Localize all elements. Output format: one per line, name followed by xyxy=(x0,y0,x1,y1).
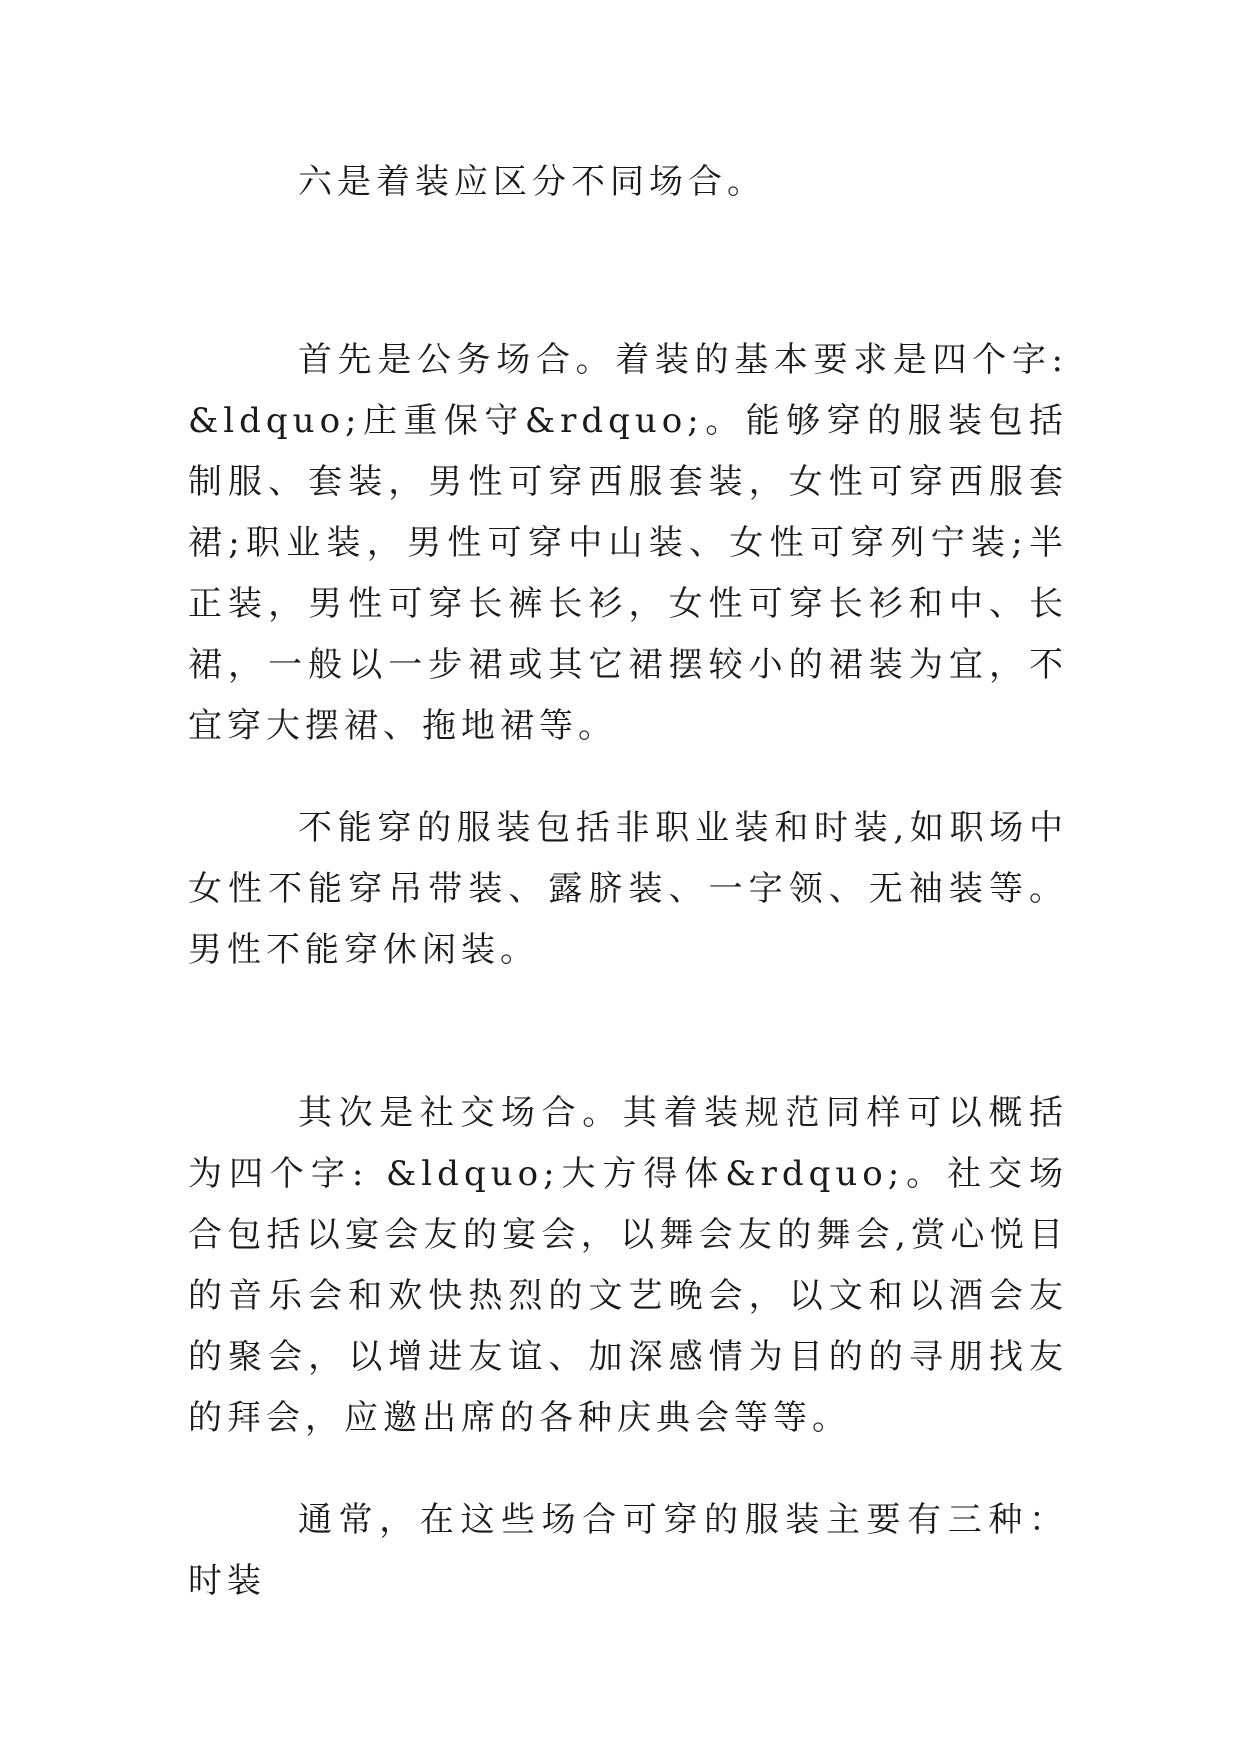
paragraph-social-occasions: 其次是社交场合。其着装规范同样可以概括为四个字: &ldquo;大方得体&rdquo;。社交场合包括以宴会友的宴会，以舞会友的舞会,赏心悦目的音乐会和欢快热烈的文艺晚会，以文和以酒会友的聚会，以增进友谊、加深感情为目的的寻朋找友的拜会，应邀出席的各种庆典会等等。 xyxy=(188,1093,1068,1438)
paragraph-social-clothing-types: 通常，在这些场合可穿的服装主要有三种：时装 xyxy=(188,1500,1068,1601)
paragraph-official-occasions: 首先是公务场合。着装的基本要求是四个字: &ldquo;庄重保守&rdquo;。能够穿的服装包括制服、套装，男性可穿西服套装，女性可穿西服套裙;职业装，男性可穿中山装、女性可穿列宁装;半正装，男性可穿长裤长衫，女性可穿长衫和中、长裙，一般以一步裙或其它裙摆较小的裙装为宜，不宜穿大摆裙、拖地裙等。 xyxy=(188,340,1068,746)
paragraph-prohibited-clothing: 不能穿的服装包括非职业装和时装,如职场中女性不能穿吊带装、露脐装、一字领、无袖装等。男性不能穿休闲装。 xyxy=(188,808,1068,970)
paragraph-venue-intro: 六是着装应区分不同场合。 xyxy=(298,162,766,202)
